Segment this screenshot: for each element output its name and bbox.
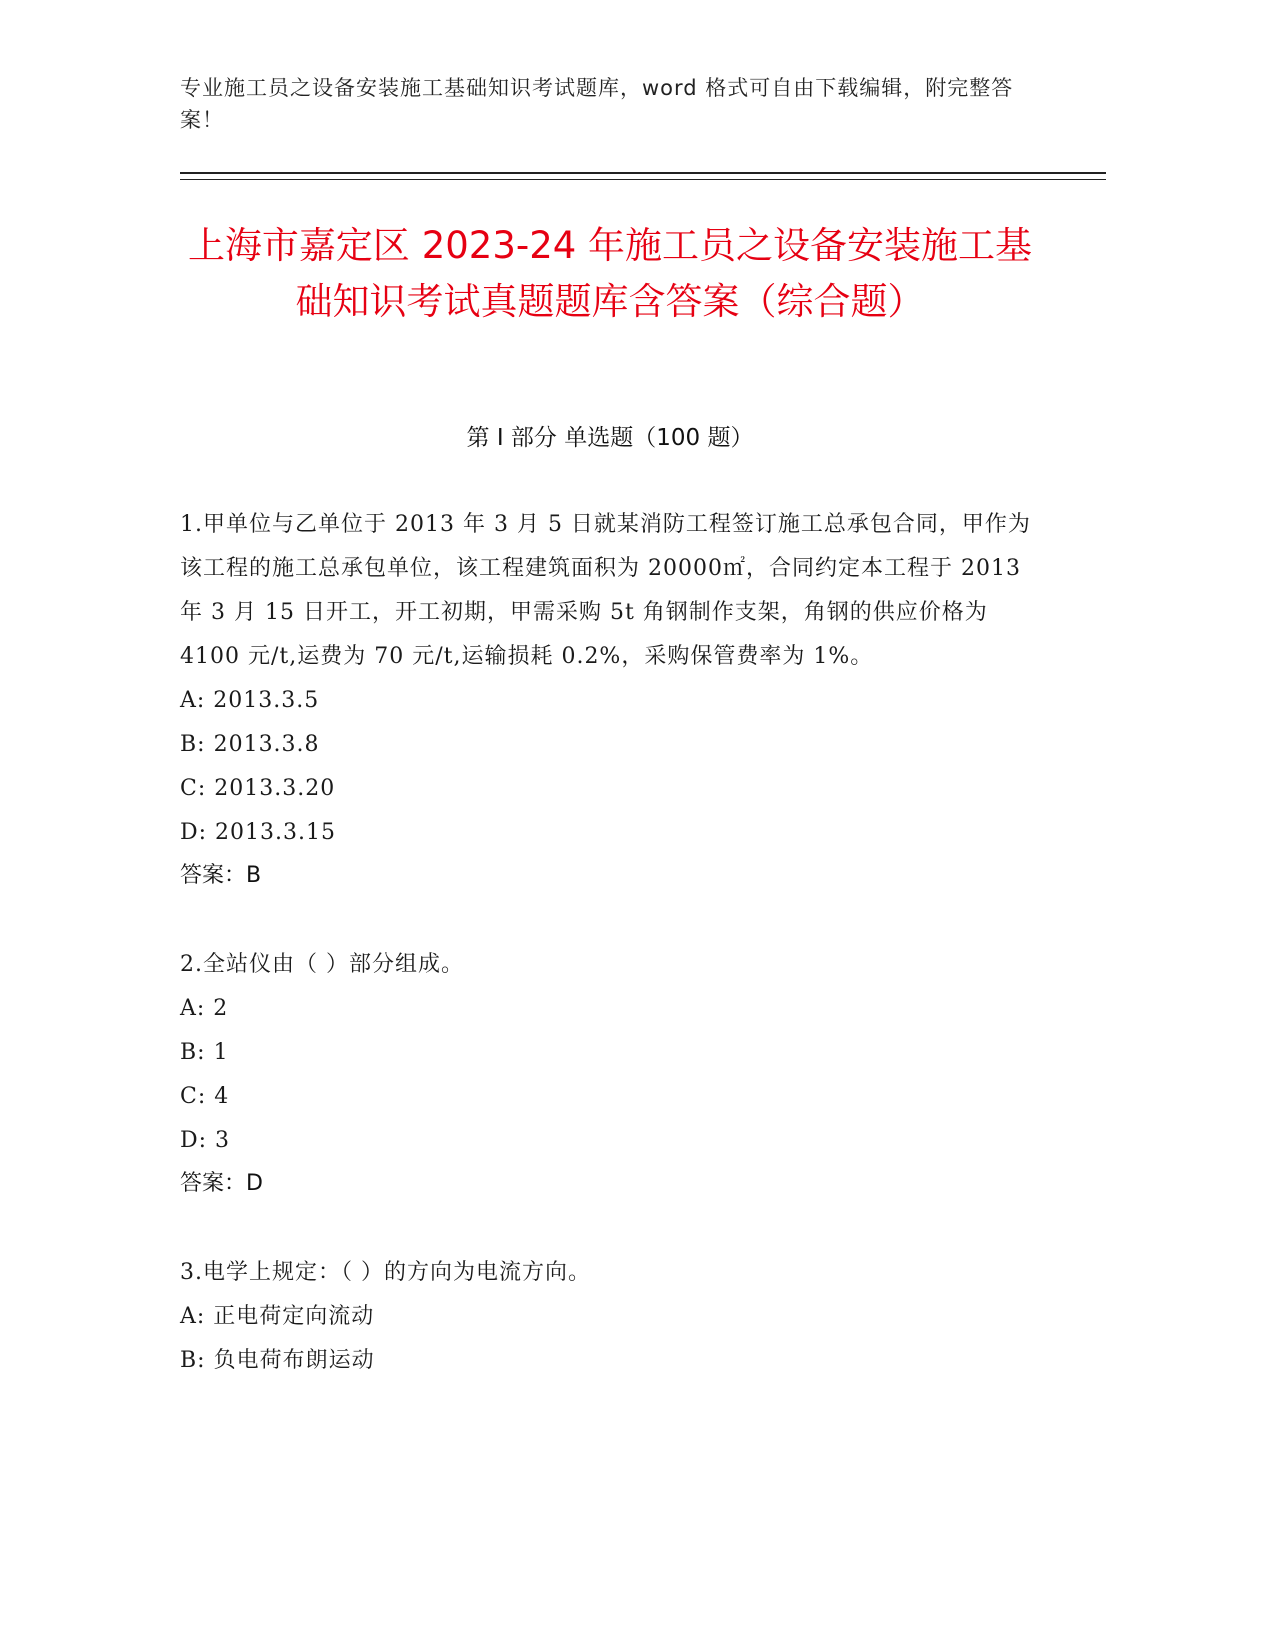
- header-divider-thin: [180, 179, 1106, 180]
- answer: 答案：B: [180, 863, 262, 888]
- question-stem: 2.全站仪由（ ）部分组成。: [180, 952, 464, 977]
- option-c: C: 2013.3.20: [180, 776, 336, 801]
- option-a: A: 正电荷定向流动: [180, 1304, 375, 1329]
- question-3: [180, 1251, 1040, 1383]
- option-d: D: 3: [180, 1128, 231, 1153]
- option-b: B: 负电荷布朗运动: [180, 1348, 375, 1373]
- header-divider-thick: [180, 172, 1106, 174]
- answer: 答案：D: [180, 1171, 263, 1196]
- question-stem: 1.甲单位与乙单位于 2013 年 3 月 5 日就某消防工程签订施工总承包合同，甲作为该工程的施工总承包单位，该工程建筑面积为 20000㎡，合同约定本工程于 2013 年 3 月 15 日开工，开工初期，甲需采购 5t 角钢制作支架，角钢的供应价格为 4100 元/t,运费为 70 元/t,运输损耗 0.2%，采购保管费率为 1%。: [180, 512, 1031, 669]
- question-1: [180, 503, 1040, 897]
- option-b: B: 1: [180, 1040, 229, 1065]
- option-a: A: 2013.3.5: [180, 688, 320, 713]
- question-2: [180, 943, 1040, 1205]
- option-d: D: 2013.3.15: [180, 820, 337, 845]
- option-c: C: 4: [180, 1084, 230, 1109]
- header-note: 专业施工员之设备安装施工基础知识考试题库，word 格式可自由下载编辑，附完整答案！: [180, 76, 1014, 132]
- option-b: B: 2013.3.8: [180, 732, 320, 757]
- section-title: 第 I 部分 单选题（100 题）: [466, 425, 754, 451]
- question-list: [180, 503, 1040, 1429]
- question-stem: 3.电学上规定：（ ）的方向为电流方向。: [180, 1260, 591, 1285]
- option-a: A: 2: [180, 996, 229, 1021]
- document-title: 上海市嘉定区 2023-24 年施工员之设备安装施工基础知识考试真题题库含答案（综合题）: [187, 224, 1033, 323]
